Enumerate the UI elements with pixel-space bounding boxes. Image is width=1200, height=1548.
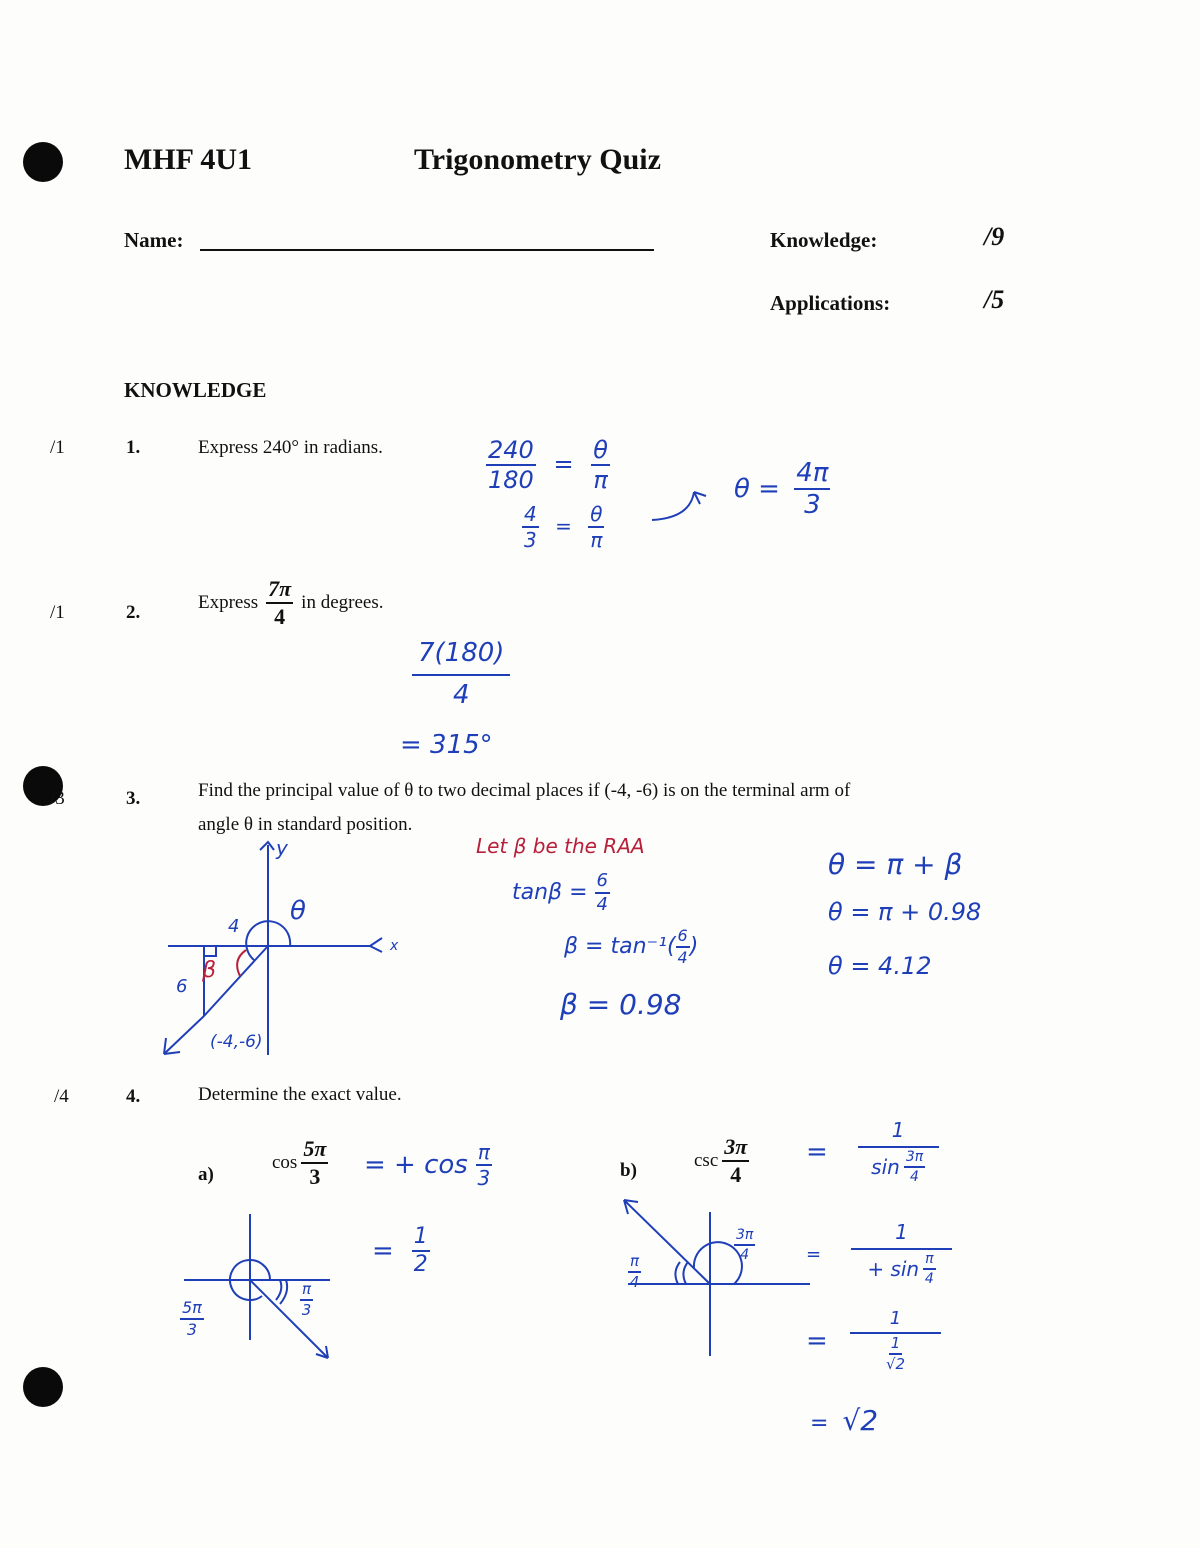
- q4a-work-num: π: [477, 1140, 490, 1164]
- q1-work-u-den: π: [590, 528, 603, 552]
- q2-frac-num: 7π: [266, 578, 293, 604]
- q4a-diagram-ref-den: 3: [301, 1301, 312, 1319]
- q1-work-t-num: θ: [593, 436, 608, 464]
- q3-diagram-point: (-4,-6): [210, 1032, 263, 1052]
- q3-inv-num: 6: [676, 928, 690, 948]
- section-heading: KNOWLEDGE: [124, 378, 267, 402]
- q4b-den: 4: [730, 1162, 742, 1187]
- q2-work-num: 7(180): [412, 640, 510, 676]
- q3-diagram-4: 4: [228, 916, 240, 937]
- q4b-step3-den-den: √2: [885, 1355, 906, 1373]
- q4a-result-num: 1: [412, 1226, 430, 1252]
- q2-result: = 315°: [400, 730, 493, 760]
- q3-inv-close: ): [689, 934, 699, 959]
- q4a-fn: cos: [272, 1152, 298, 1173]
- q1-work-u-num: θ: [590, 502, 603, 526]
- applications-label: Applications:: [770, 291, 891, 315]
- q3-text-line2: angle θ in standard position.: [198, 814, 413, 835]
- q1-mark: /1: [50, 437, 65, 458]
- q3-diagram-y: y: [276, 836, 288, 860]
- name-field-line[interactable]: [200, 248, 654, 251]
- q4a-diagram-angle-num: 5π: [180, 1300, 204, 1320]
- q4b-step1-den-num: 3π: [904, 1150, 925, 1168]
- q4b-diagram-angle-num: 3π: [734, 1228, 755, 1246]
- q3-tan-lhs: tanβ =: [512, 880, 588, 905]
- q4a-expression: [272, 1138, 328, 1188]
- q2-work: [412, 640, 510, 708]
- q4a-result-eq: =: [372, 1236, 394, 1266]
- q4b-step2-den-den: 4: [924, 1271, 934, 1287]
- applications-total: /5: [984, 285, 1005, 314]
- q1-work-a-num: 240: [488, 436, 534, 464]
- q4-number: 4.: [126, 1086, 141, 1107]
- q4-text: Determine the exact value.: [198, 1084, 402, 1105]
- q4a-diagram-ref-num: π: [300, 1282, 313, 1301]
- q1-result: [734, 460, 830, 518]
- q3-mark: /3: [50, 788, 65, 809]
- q2-text: [198, 578, 383, 628]
- q3-theta-line1: θ = π + β: [828, 848, 963, 881]
- q4b-diagram-ref: [628, 1254, 641, 1290]
- q1-work-a-den: 180: [488, 466, 534, 494]
- binder-hole-top: [23, 142, 63, 182]
- q3-theta-line3: θ = 4.12: [828, 952, 932, 980]
- q4a-num: 5π: [301, 1138, 328, 1164]
- q3-diagram-theta: θ: [290, 896, 306, 926]
- q4a-label: a): [198, 1164, 214, 1185]
- q2-number: 2.: [126, 602, 141, 623]
- q4b-diagram-angle: [734, 1228, 755, 1262]
- q4b-step4-value: √2: [842, 1404, 879, 1437]
- q4b-diagram: [620, 1196, 820, 1366]
- q4b-step2-num: 1: [851, 1222, 952, 1250]
- q4b-step3-num: 1: [850, 1310, 941, 1334]
- q1-work-b-den: 3: [524, 528, 537, 552]
- q4b-diagram-angle-den: 4: [740, 1247, 750, 1263]
- q4a-work-eq: = + cos: [364, 1150, 468, 1180]
- q3-raa: Let β be the RAA: [476, 834, 645, 858]
- q4b-step4-eq: =: [810, 1411, 829, 1436]
- q4b-diagram-ref-den: 4: [629, 1273, 640, 1291]
- knowledge-label: Knowledge:: [770, 228, 878, 252]
- q4a-diagram: [180, 1210, 350, 1370]
- q1-work-eq2: =: [555, 513, 572, 538]
- q3-inv-den: 4: [677, 948, 688, 967]
- q1-work: [486, 438, 610, 492]
- q4a-diagram-angle: [180, 1300, 204, 1338]
- q1-result-den: 3: [804, 490, 821, 520]
- q4-mark: /4: [54, 1086, 69, 1107]
- q4a-work: [364, 1142, 492, 1188]
- q4a-result-den: 2: [413, 1252, 428, 1277]
- q3-theta-line2: θ = π + 0.98: [828, 898, 982, 926]
- q3-tan: [512, 872, 610, 914]
- q4a-work-den: 3: [477, 1166, 491, 1190]
- binder-hole-bottom: [23, 1367, 63, 1407]
- q3-diagram: [160, 840, 430, 1070]
- q4a-result: [372, 1226, 430, 1276]
- q4b-step3-eq: =: [806, 1326, 828, 1356]
- q3-beta-value: β = 0.98: [560, 988, 682, 1021]
- q4b-expression: [694, 1136, 749, 1186]
- q3-inv-lhs: β = tan⁻¹(: [564, 934, 676, 959]
- q2-work-den: 4: [452, 680, 470, 710]
- q4b-step1-num: 1: [858, 1120, 939, 1148]
- q1-result-lhs: θ =: [734, 473, 780, 504]
- q4b-num: 3π: [722, 1136, 749, 1162]
- q4a-den: 3: [309, 1164, 321, 1189]
- course-code: MHF 4U1: [124, 143, 253, 176]
- q1-work-eq1: =: [553, 450, 574, 478]
- q4b-step2: [806, 1222, 952, 1286]
- q4b-diagram-ref-num: π: [628, 1254, 641, 1273]
- quiz-title: Trigonometry Quiz: [414, 143, 661, 176]
- q4b-fn: csc: [694, 1150, 719, 1171]
- q3-diagram-6: 6: [176, 976, 188, 997]
- q4b-label: b): [620, 1160, 637, 1181]
- q4b-step4: [810, 1404, 878, 1437]
- q1-result-num: 4π: [796, 458, 829, 488]
- q4a-diagram-angle-den: 3: [186, 1320, 197, 1339]
- q3-diagram-beta: β: [202, 958, 217, 983]
- q1-work-line2: [522, 504, 604, 550]
- q2-mark: /1: [50, 602, 65, 623]
- q1-work-b-num: 4: [524, 502, 537, 526]
- knowledge-total: /9: [984, 222, 1005, 251]
- q3-tan-den: 4: [596, 894, 608, 915]
- q3-number: 3.: [126, 788, 141, 809]
- q3-tan-num: 6: [595, 872, 610, 894]
- q4a-diagram-ref: [300, 1282, 313, 1318]
- q4b-step1-den-den: 4: [910, 1169, 919, 1185]
- q3-diagram-x: x: [390, 938, 399, 954]
- q1-implies-arrow: [650, 480, 730, 530]
- q4b-step1-eq: =: [806, 1137, 828, 1167]
- q4b-step2-den-num: π: [923, 1252, 935, 1270]
- q2-suffix: in degrees.: [301, 592, 384, 613]
- q4b-step2-eq: =: [806, 1243, 822, 1265]
- q4b-step2-den-text: + sin: [867, 1257, 920, 1281]
- q4b-step3: [806, 1310, 941, 1372]
- q1-work-t-den: π: [593, 466, 608, 494]
- q3-text-line1: Find the principal value of θ to two decimal places if (-4, -6) is on the terminal arm of: [198, 780, 851, 801]
- q1-number: 1.: [126, 437, 141, 458]
- q3-inv: [564, 928, 698, 966]
- q4b-step1-den-text: sin: [871, 1155, 900, 1179]
- q4b-step3-den-num: 1: [889, 1336, 903, 1355]
- q4b-step1: [806, 1120, 939, 1184]
- q2-frac-den: 4: [274, 604, 286, 629]
- name-label: Name:: [124, 228, 184, 252]
- q1-text: Express 240° in radians.: [198, 437, 383, 458]
- q2-prefix: Express: [198, 592, 259, 613]
